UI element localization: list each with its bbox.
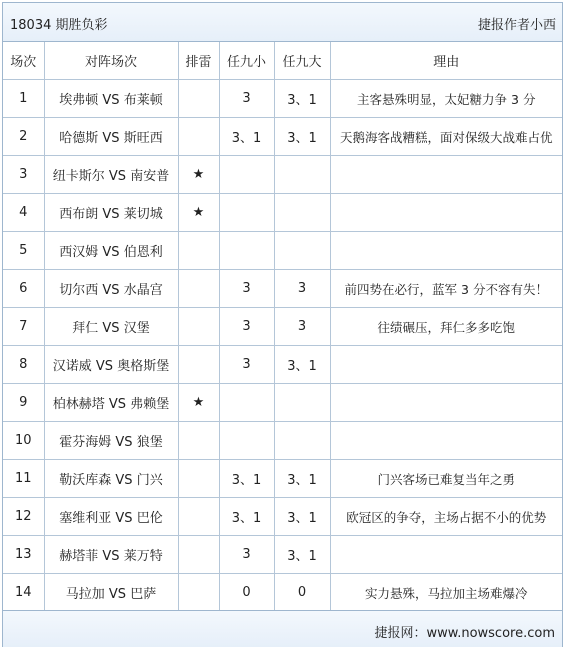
cell-match: 汉诺威 VS 奥格斯堡 bbox=[44, 346, 178, 384]
cell-small: 3 bbox=[219, 346, 274, 384]
col-header-no: 场次 bbox=[3, 42, 44, 80]
cell-no: 14 bbox=[3, 574, 44, 612]
cell-big bbox=[274, 156, 330, 194]
table-header-row bbox=[3, 42, 562, 80]
cell-big: 3、1 bbox=[274, 118, 330, 156]
cell-match: 赫塔菲 VS 莱万特 bbox=[44, 536, 178, 574]
cell-no: 4 bbox=[3, 194, 44, 232]
table-row bbox=[3, 498, 562, 536]
cell-match: 切尔西 VS 水晶宫 bbox=[44, 270, 178, 308]
cell-small: 0 bbox=[219, 574, 274, 612]
cell-reason: 往绩碾压，拜仁多多吃饱 bbox=[330, 308, 562, 346]
cell-small: 3 bbox=[219, 308, 274, 346]
cell-mine: ★ bbox=[178, 156, 219, 194]
cell-reason bbox=[330, 384, 562, 422]
cell-mine bbox=[178, 536, 219, 574]
cell-small: 3、1 bbox=[219, 118, 274, 156]
cell-no: 13 bbox=[3, 536, 44, 574]
cell-no: 2 bbox=[3, 118, 44, 156]
cell-reason: 天鹅海客战糟糕，面对保级大战难占优 bbox=[330, 118, 562, 156]
cell-no: 11 bbox=[3, 460, 44, 498]
cell-mine bbox=[178, 574, 219, 612]
cell-mine bbox=[178, 80, 219, 118]
table-row bbox=[3, 422, 562, 460]
cell-match: 哈德斯 VS 斯旺西 bbox=[44, 118, 178, 156]
table-body bbox=[3, 80, 562, 612]
cell-no: 5 bbox=[3, 232, 44, 270]
match-table bbox=[3, 42, 562, 612]
author-label: 捷报作者小西 bbox=[477, 18, 556, 33]
cell-reason bbox=[330, 156, 562, 194]
table-row bbox=[3, 574, 562, 612]
cell-reason bbox=[330, 346, 562, 384]
cell-no: 9 bbox=[3, 384, 44, 422]
cell-small: 3 bbox=[219, 536, 274, 574]
cell-mine bbox=[178, 308, 219, 346]
cell-mine: ★ bbox=[178, 384, 219, 422]
cell-big: 3、1 bbox=[274, 460, 330, 498]
cell-small bbox=[219, 232, 274, 270]
col-header-mine: 排雷 bbox=[178, 42, 219, 80]
cell-no: 6 bbox=[3, 270, 44, 308]
table-row bbox=[3, 118, 562, 156]
cell-reason bbox=[330, 232, 562, 270]
cell-no: 10 bbox=[3, 422, 44, 460]
cell-big bbox=[274, 194, 330, 232]
cell-small bbox=[219, 384, 274, 422]
table-row bbox=[3, 194, 562, 232]
cell-small bbox=[219, 422, 274, 460]
cell-mine bbox=[178, 270, 219, 308]
table-row bbox=[3, 460, 562, 498]
title-bar bbox=[3, 3, 562, 42]
cell-match: 霍芬海姆 VS 狼堡 bbox=[44, 422, 178, 460]
cell-match: 柏林赫塔 VS 弗赖堡 bbox=[44, 384, 178, 422]
table-row bbox=[3, 156, 562, 194]
cell-mine bbox=[178, 460, 219, 498]
cell-reason: 门兴客场已难复当年之勇 bbox=[330, 460, 562, 498]
cell-match: 塞维利亚 VS 巴伦 bbox=[44, 498, 178, 536]
cell-small bbox=[219, 156, 274, 194]
cell-small: 3 bbox=[219, 270, 274, 308]
cell-big: 3、1 bbox=[274, 346, 330, 384]
cell-reason bbox=[330, 536, 562, 574]
cell-big: 3 bbox=[274, 270, 330, 308]
col-header-match: 对阵场次 bbox=[44, 42, 178, 80]
cell-big: 3 bbox=[274, 308, 330, 346]
table-row bbox=[3, 270, 562, 308]
lottery-sheet bbox=[2, 2, 563, 647]
cell-match: 埃弗顿 VS 布莱顿 bbox=[44, 80, 178, 118]
cell-match: 马拉加 VS 巴萨 bbox=[44, 574, 178, 612]
cell-big bbox=[274, 232, 330, 270]
table-row bbox=[3, 384, 562, 422]
cell-reason: 主客悬殊明显，太妃糖力争 3 分 bbox=[330, 80, 562, 118]
cell-reason: 实力悬殊，马拉加主场难爆冷 bbox=[330, 574, 562, 612]
col-header-reason: 理由 bbox=[330, 42, 562, 80]
issue-title: 18034 期胜负彩 bbox=[10, 18, 108, 33]
cell-reason bbox=[330, 194, 562, 232]
cell-mine bbox=[178, 232, 219, 270]
table-row bbox=[3, 308, 562, 346]
cell-mine bbox=[178, 498, 219, 536]
footer-bar bbox=[3, 610, 562, 647]
cell-big: 3、1 bbox=[274, 498, 330, 536]
table-row bbox=[3, 536, 562, 574]
cell-reason bbox=[330, 422, 562, 460]
cell-no: 7 bbox=[3, 308, 44, 346]
cell-match: 勒沃库森 VS 门兴 bbox=[44, 460, 178, 498]
col-header-small: 任九小 bbox=[219, 42, 274, 80]
cell-big bbox=[274, 384, 330, 422]
cell-match: 西布朗 VS 莱切城 bbox=[44, 194, 178, 232]
cell-reason: 欧冠区的争夺，主场占据不小的优势 bbox=[330, 498, 562, 536]
table-row bbox=[3, 80, 562, 118]
cell-no: 12 bbox=[3, 498, 44, 536]
cell-no: 1 bbox=[3, 80, 44, 118]
cell-match: 纽卡斯尔 VS 南安普 bbox=[44, 156, 178, 194]
cell-no: 3 bbox=[3, 156, 44, 194]
cell-big: 3、1 bbox=[274, 536, 330, 574]
cell-mine: ★ bbox=[178, 194, 219, 232]
cell-big bbox=[274, 422, 330, 460]
col-header-big: 任九大 bbox=[274, 42, 330, 80]
cell-match: 西汉姆 VS 伯恩利 bbox=[44, 232, 178, 270]
cell-no: 8 bbox=[3, 346, 44, 384]
cell-small: 3、1 bbox=[219, 498, 274, 536]
cell-big: 0 bbox=[274, 574, 330, 612]
cell-big: 3、1 bbox=[274, 80, 330, 118]
cell-reason: 前四势在必行，蓝军 3 分不容有失！ bbox=[330, 270, 562, 308]
cell-small: 3、1 bbox=[219, 460, 274, 498]
table-row bbox=[3, 346, 562, 384]
cell-mine bbox=[178, 118, 219, 156]
cell-small bbox=[219, 194, 274, 232]
table-row bbox=[3, 232, 562, 270]
cell-mine bbox=[178, 422, 219, 460]
cell-match: 拜仁 VS 汉堡 bbox=[44, 308, 178, 346]
cell-small: 3 bbox=[219, 80, 274, 118]
cell-mine bbox=[178, 346, 219, 384]
source-label: 捷报网：www.nowscore.com bbox=[374, 626, 555, 641]
